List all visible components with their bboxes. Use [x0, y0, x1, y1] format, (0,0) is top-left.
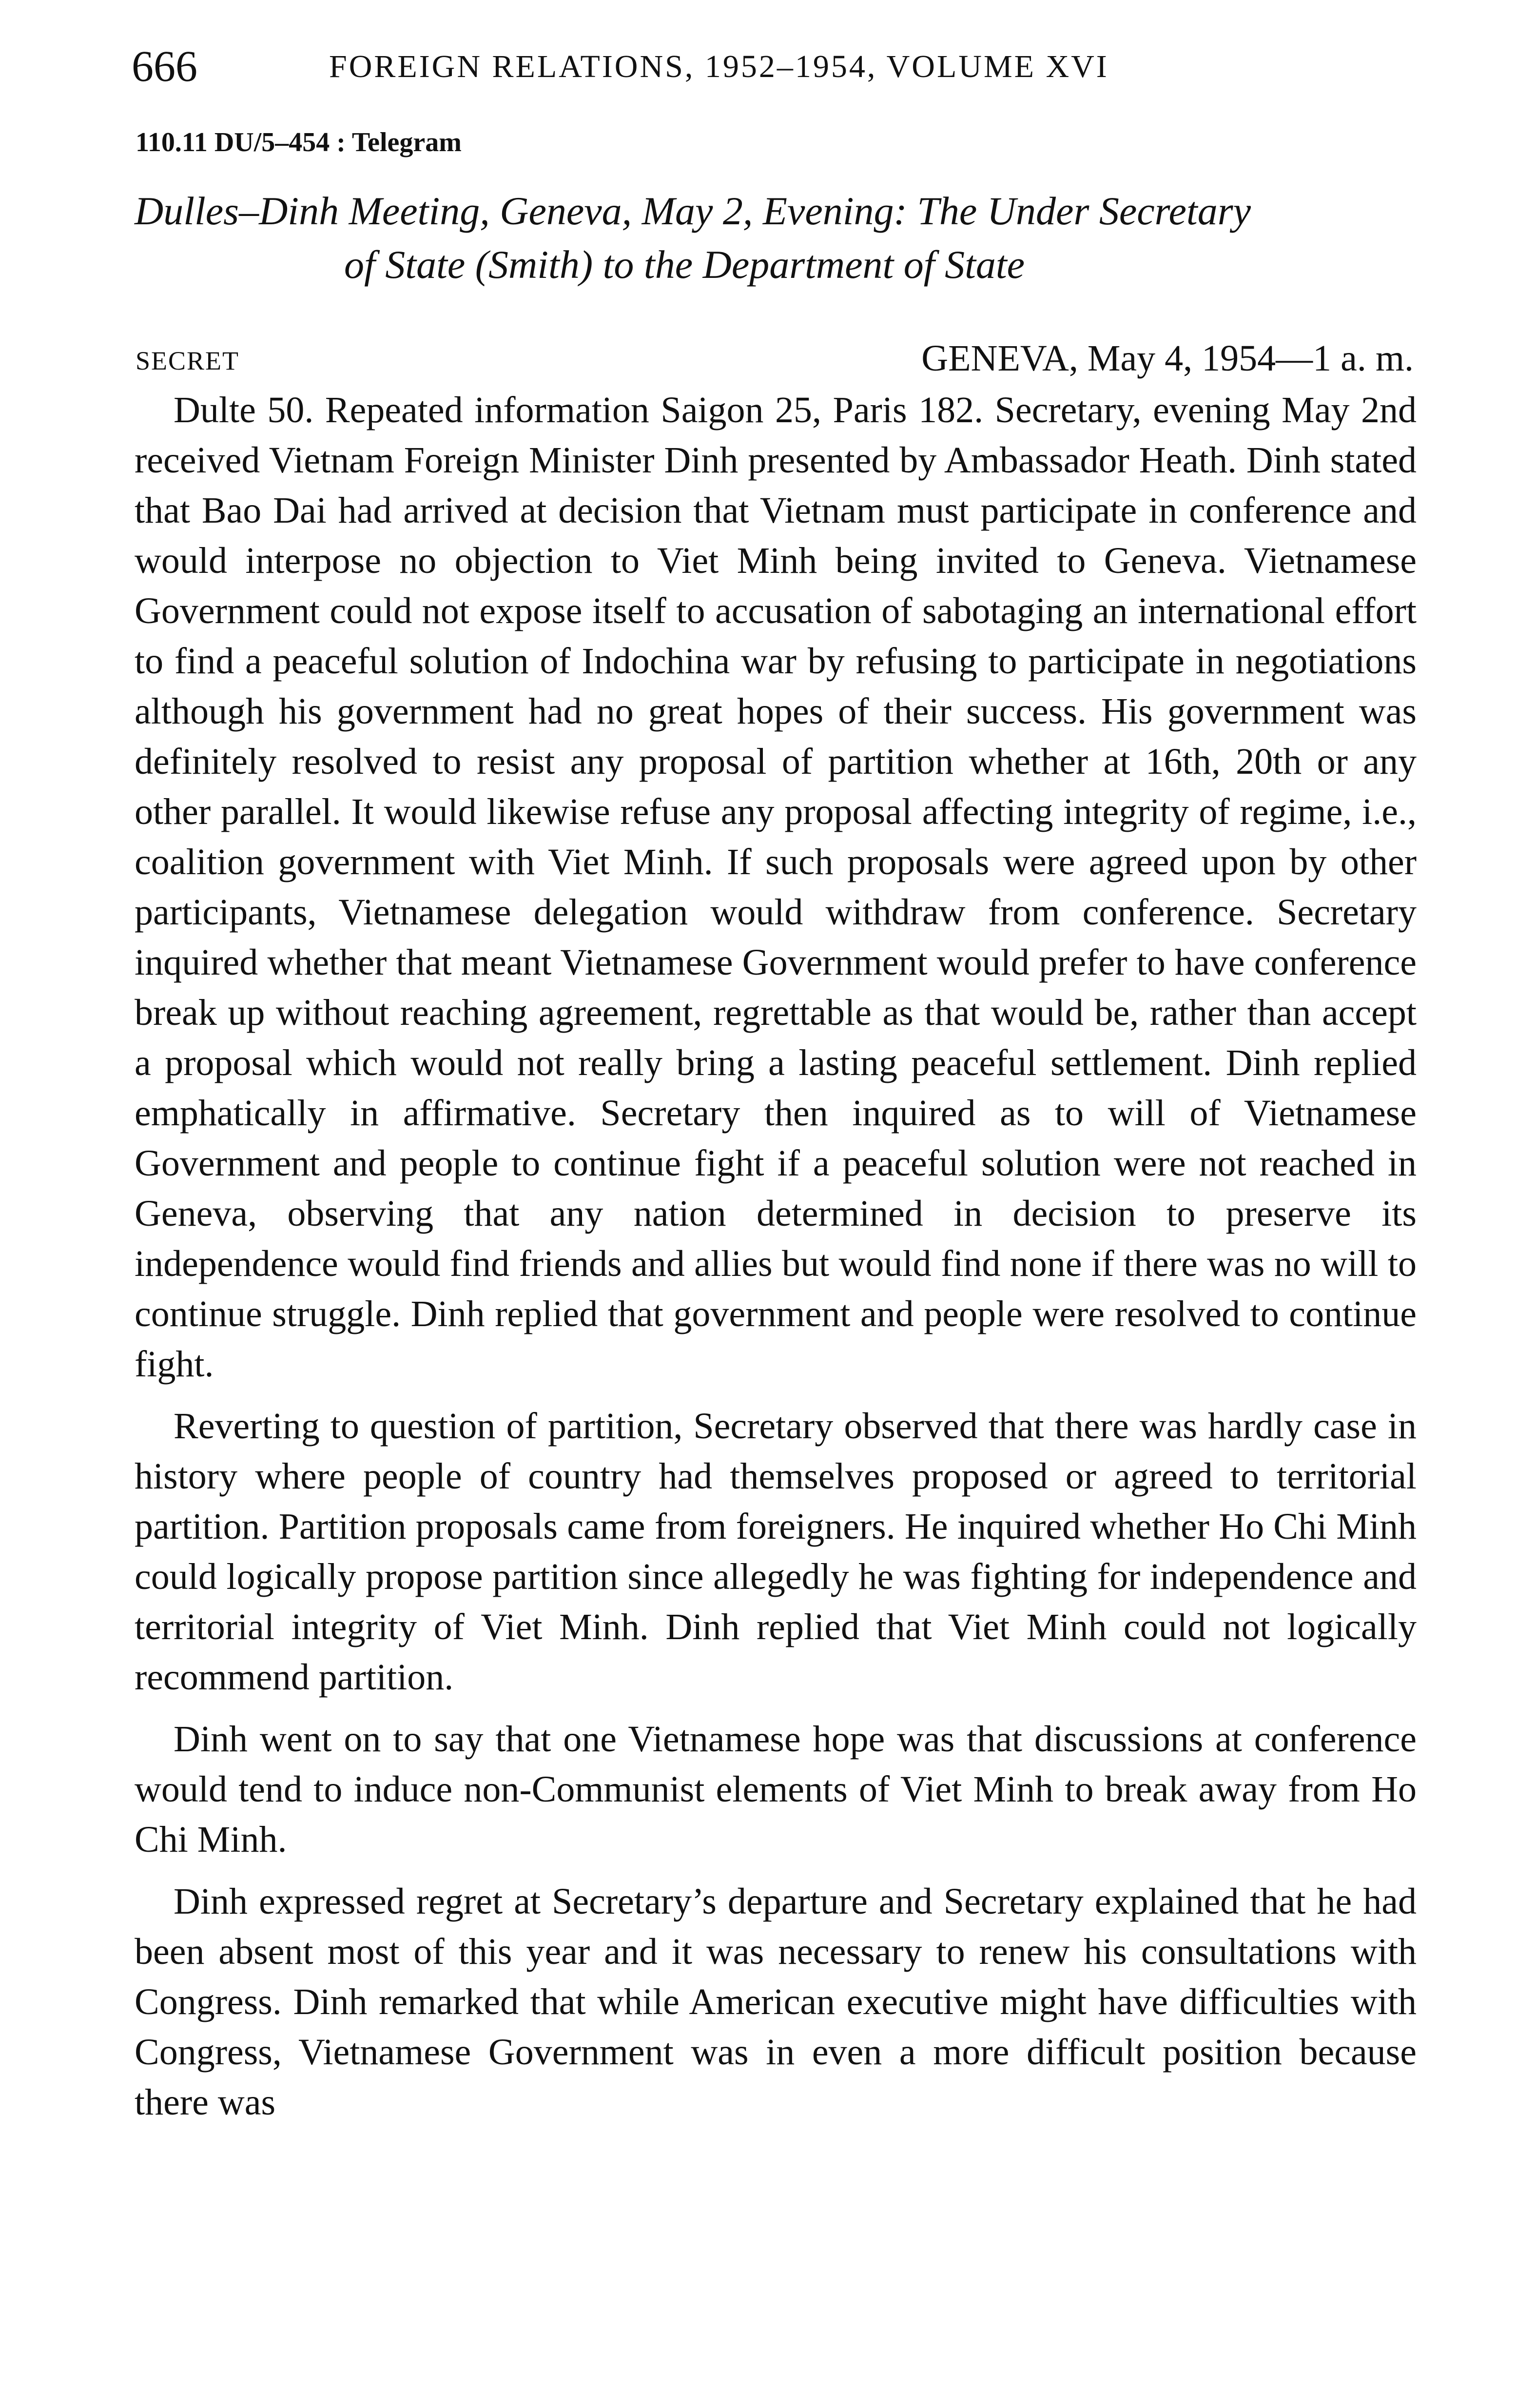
dateline: GENEVA, May 4, 1954—1 a. m.	[921, 338, 1414, 379]
paragraph-1: Dulte 50. Repeated information Saigon 25, Paris 182. Secretary, evening May 2nd received Vietnam Foreign Minister Dinh presented by Ambassador Heath. Dinh stated that Bao Dai had arrived at decision that Vietnam must participate in conference and would interpose no objection to Viet Minh being invited to Geneva. Vietnamese Government could not expose itself to accusation of sabotaging an international effort to find a peaceful solution of Indochina war by refusing to participate in negotiations although his government had no great hopes of their success. His government was definitely resolved to resist any proposal of partition whether at 16th, 20th or any other parallel. It would likewise refuse any proposal affecting integrity of regime, i.e., coalition government with Viet Minh. If such proposals were agreed upon by other participants, Vietnamese delegation would withdraw from conference. Secretary inquired whether that meant Vietnamese Government would prefer to have conference break up without reaching agreement, regrettable as that would be, rather than accept a proposal which would not really bring a lasting peaceful settlement. Dinh replied emphatically in affirmative. Secretary then inquired as to will of Vietnamese Government and people to continue fight if a peaceful solution were not reached in Geneva, observing that any nation determined in decision to preserve its independence would find friends and allies but would find none if there was no will to continue struggle. Dinh replied that government and people were resolved to continue fight.	[135, 390, 1417, 1385]
paragraph-2: Reverting to question of partition, Secretary observed that there was hardly case in history where people of country had themselves proposed or agreed to territorial partition. Partition proposals came from foreigners. He inquired whether Ho Chi Minh could logically propose partition since allegedly he was fighting for independence and territorial integrity of Viet Minh. Dinh replied that Viet Minh could not logically recommend partition.	[135, 1406, 1417, 1698]
paragraph-3: Dinh went on to say that one Vietnamese hope was that discussions at conference would tend to induce non-Communist elements of Viet Minh to break away from Ho Chi Minh.	[135, 1719, 1417, 1860]
telegram-body	[135, 385, 1417, 2139]
title-line-1: Dulles–Dinh Meeting, Geneva, May 2, Evening: The Under Secretary	[135, 189, 1251, 233]
file-reference: 110.11 DU/5–454 : Telegram	[136, 127, 462, 157]
paragraph-4: Dinh expressed regret at Secretary’s departure and Secretary explained that he had been absent most of this year and it was necessary to renew his consultations with Congress. Dinh remarked that while American executive might have difficulties with Congress, Vietnamese Government was in even a more difficult position because there was	[135, 1881, 1417, 2123]
running-head: FOREIGN RELATIONS, 1952–1954, VOLUME XVI	[329, 49, 1109, 84]
document-title	[135, 184, 1412, 292]
page-header	[132, 35, 1419, 98]
title-line-2: of State (Smith) to the Department of State	[344, 242, 1025, 287]
classification-label: SECRET	[136, 346, 240, 375]
page-number: 666	[132, 42, 197, 91]
